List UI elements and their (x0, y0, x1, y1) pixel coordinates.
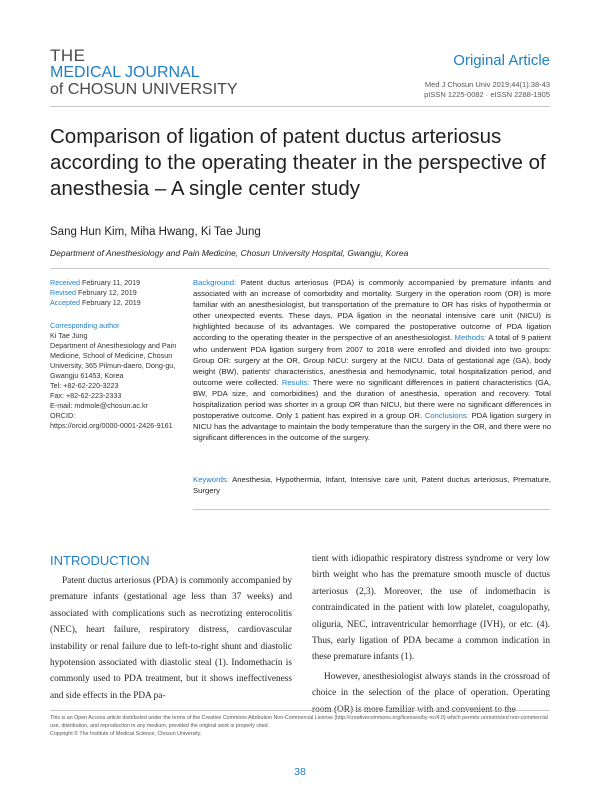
keywords (193, 474, 551, 496)
abstract-background-label: Background: (193, 278, 237, 287)
abstract-methods: A total of 9 patient who underwent PDA ligation surgery from 2007 to 2018 were enrolled and divided into two groups: Group OR: surgery at the OR, Group NICU: surgery at the NICU. Data of gestational age (GA), body weight (BW), patients' characteristics, anesthesia and hemodynamic, total hospitalization period, and outcome were collected. (193, 333, 551, 387)
keywords-label: Keywords: (193, 475, 229, 484)
footnote-divider (50, 710, 550, 711)
article-title: Comparison of ligation of patent ductus arteriosus according to the operating theater in the perspective of anesthesia – A single center study (50, 125, 546, 200)
corresponding-author-fax: Fax: +82-62-223-2333 (50, 391, 122, 400)
received-date: Received February 11, 2019 (50, 278, 141, 287)
author-list: Sang Hun Kim, Miha Hwang, Ki Tae Jung (50, 226, 261, 238)
orcid-link[interactable]: https://orcid.org/0000-0001-2426-9161 (50, 421, 173, 430)
abstract-conclusions: PDA ligation surgery in NICU has the advantage to maintain the body temperature than the surgery in the OR, and there were no significant differences in the outcome of the surgery. (193, 411, 551, 443)
accepted-date: Accepted February 12, 2019 (50, 298, 141, 307)
author-affiliation: Department of Anesthesiology and Pain Medicine, Chosun University Hospital, Gwangju, Korea (50, 248, 409, 258)
abstract-methods-label: Methods: (452, 333, 487, 343)
page-number: 38 (294, 766, 306, 778)
body-column-right (312, 551, 550, 718)
journal-name-line3: of CHOSUN UNIVERSITY (50, 81, 238, 98)
issn-line: pISSN 1225-0082 · eISSN 2288-1905 (424, 90, 550, 99)
corresponding-author-name: Ki Tae Jung (50, 331, 88, 340)
keywords-text: Anesthesia, Hypothermia, Infant, Intensive care unit, Patent ductus arteriosus, Premature, Surgery (193, 475, 551, 496)
corresponding-author-address: Department of Anesthesiology and Pain Medicine, School of Medicine, Chosun University, 365 Pilmun-daero, Dong-gu, Gwangju 61453, Korea (50, 341, 177, 380)
title-divider (50, 268, 550, 269)
journal-logo (50, 48, 280, 98)
abstract-conclusions-label: Conclusions: (422, 411, 469, 421)
abstract-background: Patent ductus arteriosus (PDA) is commonly accompanied by premature infants and associated with an increase of comorbidity and mortality. Surgery in the operation room (OR) is more familiar with an anesthesiologist, but transportation of the premature to OR has risks of hypothermia or other unexpected events. These days, PDA ligation in the neonatal intensive care unit (NICU) is highlighted because of its advantages. We compared the postoperative outcome of PDA ligation according to the operating theater in the perspective of an anesthesiologist. (193, 278, 551, 343)
introduction-heading: INTRODUCTION (50, 553, 150, 568)
journal-name-line2: MEDICAL JOURNAL (50, 64, 200, 81)
citation-line: Med J Chosun Univ 2019;44(1):38-43 (424, 80, 550, 89)
orcid-label: ORCID: (50, 411, 76, 420)
introduction-paragraph-1-continued: tient with idiopathic respiratory distress syndrome or very low birth weight who has the premature smooth muscle of ductus arteriosus (2,3). Moreover, the use of indomethacin is contraindicated in the patient with low platelet, coagulopathy, oliguria, NEC, intraventricular hemorrhage (IVH), or etc. (4). Thus, early ligation of PDA became a common indication in these premature infants (1). (312, 554, 550, 663)
article-type: Original Article (453, 52, 550, 69)
license-footnote (50, 714, 550, 738)
introduction-paragraph-2: However, anesthesiologist always stands in the crossroad of choice in the selection of the place of operation. Operating (312, 671, 550, 699)
abstract-results-label: Results: (278, 377, 310, 387)
revised-date: Revised February 12, 2019 (50, 288, 137, 297)
header-divider (50, 106, 550, 107)
corresponding-author-heading: Corresponding author (50, 321, 120, 330)
article-info-sidebar (50, 278, 180, 431)
copyright-text: Copyright © The Institute of Medical Science, Chosun University. (50, 731, 202, 737)
journal-name-line1: THE (50, 46, 86, 65)
keywords-divider (193, 509, 550, 510)
abstract (193, 277, 551, 443)
introduction-paragraph-1: Patent ductus arteriosus (PDA) is commonly accompanied by premature infants (gestational age less than 37 weeks) and associated with complications such as necrotizing enterocolitis (NEC), heart failure, respiratory distress, cardiovascular instability or renal failure due to left-to-right shunt and diastolic hypotension associated with diastolic steal (1). Indomethacin is commonly used to PDA treatment, but it shows ineffectiveness and side effects in the PDA pa- (50, 576, 292, 701)
corresponding-author-tel: Tel: +82-62-220-3223 (50, 381, 119, 390)
abstract-results: There were no significant differences in patient characteristics (GA, BW, PDA size, and comorbidities) and the duration of anesthesia, operation and recovery. Total hospitalization period was shorter in a group OR than NICU, but there were no significant differences in postoperative outcome. Only 1 patient has expired in a group OR. (193, 377, 552, 421)
body-column-left (50, 573, 292, 704)
license-text: This is an Open Access article distributed under the terms of the Creative Commons Attribution Non-Commercial License (http://creativecommons.org/licenses/by-nc/4.0) which permits unrestricted non-commercial use, distribution, and reproduction in any medium, provided the original work is properly cited. (50, 715, 548, 729)
citation-info (424, 80, 550, 100)
corresponding-author-email[interactable]: E-mail: mdmole@chosun.ac.kr (50, 401, 148, 410)
